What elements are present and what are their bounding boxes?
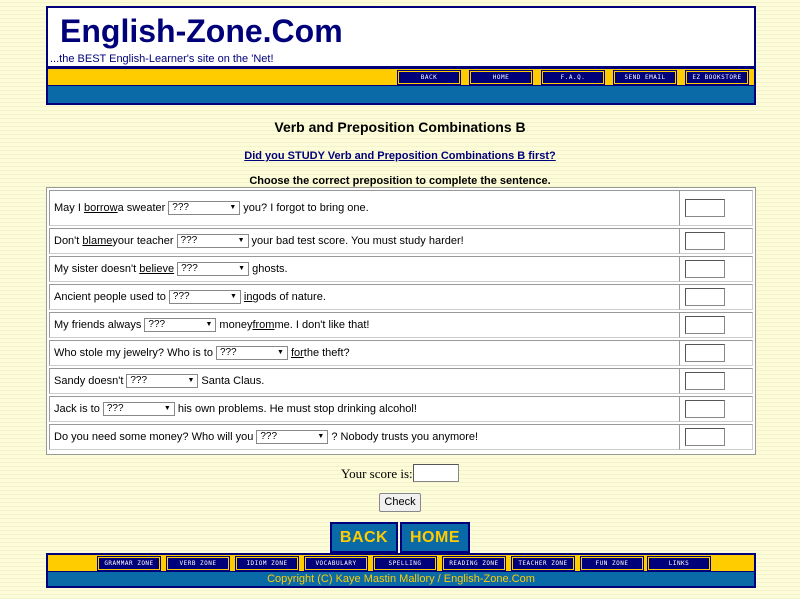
study-link[interactable]: Did you STUDY Verb and Preposition Combinations B first? <box>244 150 556 162</box>
question-text-part: ? Nobody trusts you anymore! <box>331 431 479 443</box>
dropdown-arrow-icon: ▼ <box>205 321 213 328</box>
question-cell <box>49 190 681 226</box>
question-text-part: Don't <box>54 235 80 247</box>
underlined-preposition: from <box>252 319 275 331</box>
dropdown-arrow-icon: ▼ <box>229 204 237 211</box>
dropdown-arrow-icon: ▼ <box>237 237 245 244</box>
select-value: ??? <box>172 202 189 213</box>
preposition-select[interactable] <box>144 318 216 332</box>
select-value: ??? <box>130 375 148 386</box>
question-text-part: your teacher <box>112 235 174 247</box>
question-text <box>54 290 326 304</box>
underlined-verb: blame <box>82 235 113 247</box>
question-row-5 <box>49 312 753 338</box>
bottom-nav-bar <box>46 553 756 571</box>
nav-back-button[interactable]: BACK <box>398 71 460 84</box>
question-text <box>54 346 350 360</box>
answer-cell <box>679 340 753 366</box>
question-text <box>54 262 288 276</box>
question-text <box>54 234 464 248</box>
question-text-part: a sweater <box>117 202 166 214</box>
question-text <box>54 374 264 388</box>
question-text-part: Jack is to <box>54 403 100 415</box>
answer-cell <box>679 396 753 422</box>
preposition-select[interactable] <box>177 234 249 248</box>
underlined-verb: believe <box>139 263 175 275</box>
answer-cell <box>679 284 753 310</box>
question-text-part: Ancient people used to <box>54 291 166 303</box>
question-text-part: May I <box>54 202 81 214</box>
answer-field[interactable] <box>685 400 725 418</box>
question-text-part: you? I forgot to bring one. <box>243 202 369 214</box>
question-text <box>54 201 369 215</box>
question-text <box>54 402 417 416</box>
nav-verb-zone-button[interactable]: VERB ZONE <box>167 557 229 570</box>
answer-cell <box>679 424 753 450</box>
home-button[interactable]: HOME <box>400 522 470 553</box>
dropdown-arrow-icon: ▼ <box>187 377 195 384</box>
nav-faq-button[interactable]: F.A.Q. <box>542 71 604 84</box>
answer-cell <box>679 368 753 394</box>
site-tagline: ...the BEST English-Learner's site on the 'Net! <box>50 53 274 65</box>
answer-field[interactable] <box>685 344 725 362</box>
score-label: Your score is: <box>341 466 413 481</box>
preposition-select[interactable] <box>168 201 240 215</box>
underlined-verb: borrow <box>83 202 118 214</box>
answer-field[interactable] <box>685 260 725 278</box>
question-row-7 <box>49 368 753 394</box>
question-cell <box>49 256 681 282</box>
question-text-part: his own problems. He must stop drinking alcohol! <box>177 403 417 415</box>
copyright-footer: Copyright (C) Kaye Mastin Mallory / English-Zone.Com <box>46 571 756 588</box>
select-value: ??? <box>260 431 278 442</box>
answer-field[interactable] <box>685 372 725 390</box>
select-value: ??? <box>148 319 166 330</box>
dropdown-arrow-icon: ▼ <box>277 349 284 356</box>
question-text-part: My sister doesn't <box>54 263 137 275</box>
question-cell <box>49 284 681 310</box>
answer-field[interactable] <box>685 232 725 250</box>
select-value: ??? <box>180 235 198 246</box>
question-text-part: Sandy doesn't <box>54 375 124 387</box>
dropdown-arrow-icon: ▼ <box>163 405 171 412</box>
question-cell <box>49 228 681 254</box>
question-text-part: the theft? <box>303 347 350 359</box>
answer-cell <box>679 190 753 226</box>
question-text-part: ghosts. <box>252 263 288 275</box>
nav-fun-zone-button[interactable]: FUN ZONE <box>581 557 643 570</box>
dropdown-arrow-icon: ▼ <box>229 293 237 300</box>
site-title[interactable]: English-Zone.Com <box>60 13 343 49</box>
question-cell <box>49 312 681 338</box>
answer-field[interactable] <box>685 199 725 217</box>
nav-grammar-zone-button[interactable]: GRAMMAR ZONE <box>98 557 160 570</box>
question-row-1 <box>49 190 753 226</box>
score-field[interactable] <box>413 464 459 482</box>
nav-reading-zone-button[interactable]: READING ZONE <box>443 557 505 570</box>
question-row-2 <box>49 228 753 254</box>
underlined-preposition: in <box>243 291 253 303</box>
question-text <box>54 430 478 444</box>
select-value: ??? <box>181 263 198 274</box>
page-title: Verb and Preposition Combinations B <box>274 119 526 135</box>
nav-spelling-button[interactable]: SPELLING <box>374 557 436 570</box>
question-row-9 <box>49 424 753 450</box>
question-text-part: your bad test score. You must study harder! <box>251 235 464 247</box>
header-blue-bar <box>46 85 756 105</box>
question-text-part: me. I don't like that! <box>274 319 370 331</box>
dropdown-arrow-icon: ▼ <box>317 433 325 440</box>
question-cell <box>49 396 681 422</box>
underlined-preposition: for <box>290 347 304 359</box>
select-value: ??? <box>172 291 190 302</box>
answer-cell <box>679 228 753 254</box>
select-value: ??? <box>219 347 237 358</box>
back-button[interactable]: BACK <box>330 522 398 553</box>
question-row-6 <box>49 340 753 366</box>
nav-idiom-zone-button[interactable]: IDIOM ZONE <box>236 557 298 570</box>
preposition-select[interactable] <box>169 290 241 304</box>
question-text-part: My friends always <box>54 319 142 331</box>
question-text-part: gods of nature. <box>252 291 326 303</box>
preposition-select[interactable] <box>177 262 249 276</box>
question-text <box>54 318 370 332</box>
question-text-part: money <box>219 319 253 331</box>
question-cell <box>49 340 681 366</box>
answer-cell <box>679 312 753 338</box>
dropdown-arrow-icon: ▼ <box>238 265 246 272</box>
answer-cell <box>679 256 753 282</box>
question-row-4 <box>49 284 753 310</box>
answer-field[interactable] <box>685 316 725 334</box>
nav-links-button[interactable]: LINKS <box>648 557 710 570</box>
preposition-select[interactable] <box>256 430 328 444</box>
nav-teacher-zone-button[interactable]: TEACHER ZONE <box>512 557 574 570</box>
preposition-select[interactable] <box>216 346 288 360</box>
nav-ez-bookstore-button[interactable]: EZ BOOKSTORE <box>686 71 748 84</box>
select-value: ??? <box>106 403 124 414</box>
instructions: Choose the correct preposition to complete the sentence. <box>249 175 551 187</box>
question-cell <box>49 368 681 394</box>
site-header <box>46 6 756 68</box>
quiz-table <box>46 187 756 455</box>
preposition-select[interactable] <box>103 402 175 416</box>
question-cell <box>49 424 681 450</box>
question-text-part: Santa Claus. <box>201 375 265 387</box>
answer-field[interactable] <box>685 428 725 446</box>
check-button[interactable]: Check <box>379 493 421 512</box>
nav-vocabulary-button[interactable]: VOCABULARY <box>305 557 367 570</box>
preposition-select[interactable] <box>126 374 198 388</box>
question-row-8 <box>49 396 753 422</box>
answer-field[interactable] <box>685 288 725 306</box>
question-row-3 <box>49 256 753 282</box>
question-text-part: Do you need some money? Who will you <box>54 431 254 443</box>
top-nav-bar <box>46 67 756 85</box>
question-text-part: Who stole my jewelry? Who is to <box>54 347 213 359</box>
nav-send-email-button[interactable]: SEND EMAIL <box>614 71 676 84</box>
nav-home-button[interactable]: HOME <box>470 71 532 84</box>
